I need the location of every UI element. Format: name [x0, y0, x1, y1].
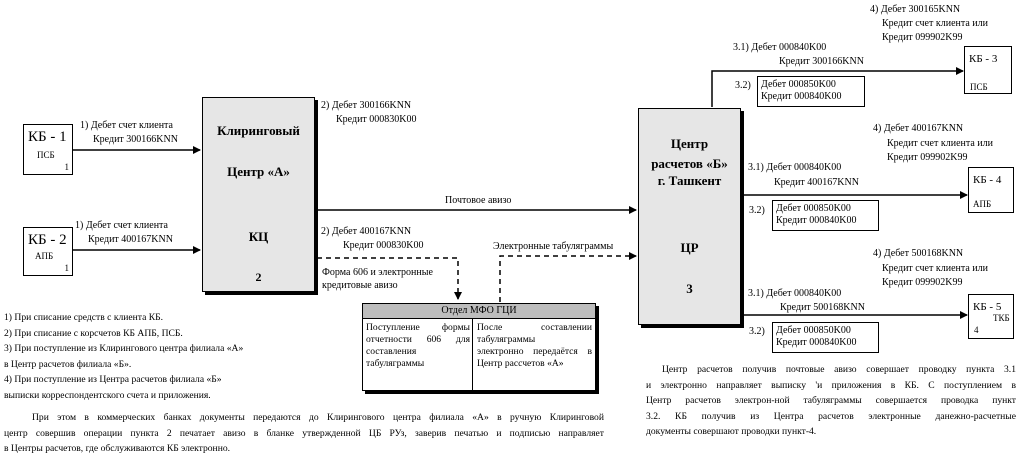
para-left-line: При этом в коммерческих банках документы передаются до Клирингового центра филиала «А» в ручную Клиринговой: [32, 412, 604, 423]
mfo-gci-col2-line: табуляграммы: [477, 334, 536, 345]
kb5-name: КБ - 5: [973, 301, 1002, 313]
entry-31-kb4-line1: 3.1) Дебет 000840K00: [748, 162, 842, 173]
kb2-sub: АПБ: [35, 251, 54, 261]
entry-31-kb3-line1: 3.1) Дебет 000840K00: [733, 42, 827, 53]
postal-avizo-label: Почтовое авизо: [445, 195, 512, 206]
kb4-box: [968, 167, 1014, 213]
entry-31-kb5-line2: Кредит 500168KNN: [780, 302, 865, 313]
mfo-gci-col1: [366, 322, 470, 370]
mfo-gci-department-box: [362, 303, 596, 391]
para-left-line: в Центры расчетов, где обслуживаются КБ электронно.: [4, 443, 231, 455]
kb1-name: КБ - 1: [28, 129, 67, 145]
mfo-gci-col1-line: составления: [366, 346, 417, 357]
arrow-otdel-cr: [500, 256, 636, 302]
entry-4-kb3-line1: 4) Дебет 300165KNN: [870, 4, 961, 15]
kb4-sub: АПБ: [973, 199, 992, 209]
entry-2-a-line1: 2) Дебет 300166KNN: [321, 100, 412, 111]
entry-4-kb5-line3: Кредит 099902K99: [882, 277, 963, 288]
mfo-gci-col2-line: После составлении: [477, 322, 592, 333]
kc-title-2: Центр «А»: [227, 164, 290, 179]
entry-2-b-line2: Кредит 000830K00: [343, 240, 424, 251]
kb2-box: [23, 227, 73, 276]
kb2-name: КБ - 2: [28, 232, 67, 248]
cr-title-2: расчетов «Б»: [651, 156, 728, 171]
entry-1-kb1-line1: 1) Дебет счет клиента: [80, 120, 173, 131]
note-line: 2) При списание с корсчетов КБ АПБ, ПСБ.: [4, 327, 183, 339]
entry-32-kb3-line1: Дебет 000850K00: [761, 79, 836, 90]
entry-4-kb4-line2: Кредит счет клиента или: [887, 138, 993, 149]
para-left-line: центр совершив операции пункта 2 печатает авизо в бланке утвержденной ЦБ РУз, заверив печатью и подписью направляет: [4, 427, 604, 439]
para-right-line: Центр расчетов получив почтовые авизо совершает проводку пункта 3.1: [662, 364, 1016, 375]
clearing-center-box: [202, 97, 315, 292]
entry-1-kb1-line2: Кредит 300166KNN: [93, 134, 178, 145]
para-right-line: документы совершают проводки пункт-4.: [646, 426, 817, 438]
form-606-line2: кредитовые авизо: [322, 280, 398, 291]
kb5-box: [968, 294, 1014, 339]
entry-32-kb3-label: 3.2): [735, 80, 751, 91]
note-line: выписки корреспондентского счета и приложения.: [4, 389, 211, 401]
kb5-num: 4: [974, 325, 979, 335]
entry-32-kb5-box: [772, 322, 879, 353]
entry-4-kb3-line3: Кредит 099902K99: [882, 32, 963, 43]
kb3-sub: ПСБ: [970, 82, 988, 92]
entry-31-kb5-line1: 3.1) Дебет 000840K00: [748, 288, 842, 299]
entry-32-kb5-label: 3.2): [749, 326, 765, 337]
cr-title-5: 3: [686, 281, 693, 296]
notes-legend: [4, 310, 243, 404]
entry-32-kb3-line2: Кредит 000840K00: [761, 91, 842, 102]
mfo-gci-header: Отдел МФО ГЦИ: [363, 304, 595, 319]
para-right-line: Центр расчетов электрон-ной табуляграммы совершается проводка пункт: [646, 395, 1016, 407]
entry-31-kb4-line2: Кредит 400167KNN: [774, 177, 859, 188]
kb2-num: 1: [64, 263, 69, 273]
note-line: 4) При поступление из Центра расчетов филиала «Б»: [4, 374, 222, 386]
kb4-name: КБ - 4: [973, 174, 1002, 186]
entry-1-kb2-line1: 1) Дебет счет клиента: [75, 220, 168, 231]
mfo-gci-col1-line: отчетности 606 для: [366, 334, 470, 345]
entry-4-kb4-line3: Кредит 099902K99: [887, 152, 968, 163]
settlement-center-box: [638, 108, 741, 325]
mfo-gci-col2-line: Центр рассчетов «А»: [477, 358, 564, 369]
kb5-sub: ТКБ: [993, 313, 1010, 323]
mfo-gci-col2-line: электронно передаётся в: [477, 346, 592, 357]
entry-2-a-line2: Кредит 000830K00: [336, 114, 417, 125]
cr-title-4: ЦР: [680, 240, 699, 255]
entry-32-kb4-label: 3.2): [749, 205, 765, 216]
note-line: 3) При поступление из Клирингового центра филиала «А»: [4, 343, 244, 355]
entry-32-kb5-line1: Дебет 000850K00: [776, 325, 851, 336]
kb1-num: 1: [64, 162, 69, 172]
entry-31-kb3-line2: Кредит 300166KNN: [779, 56, 864, 67]
mfo-gci-col1-line: табуляграммы: [366, 358, 425, 369]
entry-32-kb4-box: [772, 200, 879, 231]
note-line: 1) При списание средств с клиента КБ.: [4, 312, 164, 323]
kb3-box: [964, 46, 1012, 94]
entry-32-kb4-line2: Кредит 000840K00: [776, 215, 857, 226]
para-right-line: и электронно направляет выписку 'и приложения в КБ. С поступлением в: [646, 379, 1016, 391]
paragraph-left: [4, 410, 604, 457]
entry-4-kb3-line2: Кредит счет клиента или: [882, 18, 988, 29]
entry-2-b-line1: 2) Дебет 400167KNN: [321, 226, 412, 237]
kc-title-1: Клиринговый: [217, 123, 300, 138]
entry-4-kb5-line2: Кредит счет клиента или: [882, 263, 988, 274]
kc-title-4: 2: [255, 270, 262, 284]
entry-32-kb3-box: [757, 76, 865, 107]
entry-4-kb4-line1: 4) Дебет 400167KNN: [873, 123, 964, 134]
mfo-gci-col1-line: Поступление формы: [366, 322, 470, 333]
entry-1-kb2-line2: Кредит 400167KNN: [88, 234, 173, 245]
note-line: в Центр расчетов филиала «Б».: [4, 358, 132, 370]
mfo-gci-col2: [477, 322, 592, 370]
kb1-box: [23, 124, 73, 175]
kb3-name: КБ - 3: [969, 53, 998, 65]
kc-title-3: КЦ: [248, 229, 269, 244]
cr-title-3: г. Ташкент: [657, 173, 722, 188]
entry-4-kb5-line1: 4) Дебет 500168KNN: [873, 248, 964, 259]
electronic-tab-label: Электронные табуляграммы: [493, 241, 614, 252]
mfo-gci-separator: [472, 318, 473, 390]
entry-32-kb4-line1: Дебет 000850K00: [776, 203, 851, 214]
kb1-sub: ПСБ: [37, 150, 55, 160]
paragraph-right: [646, 362, 1016, 440]
para-right-line: 3.2. КБ получив из Центра расчетов электронные данежно-расчетные: [646, 410, 1016, 422]
cr-title-1: Центр: [670, 136, 709, 151]
form-606-line1: Форма 606 и электронные: [322, 267, 433, 278]
entry-32-kb5-line2: Кредит 000840K00: [776, 337, 857, 348]
